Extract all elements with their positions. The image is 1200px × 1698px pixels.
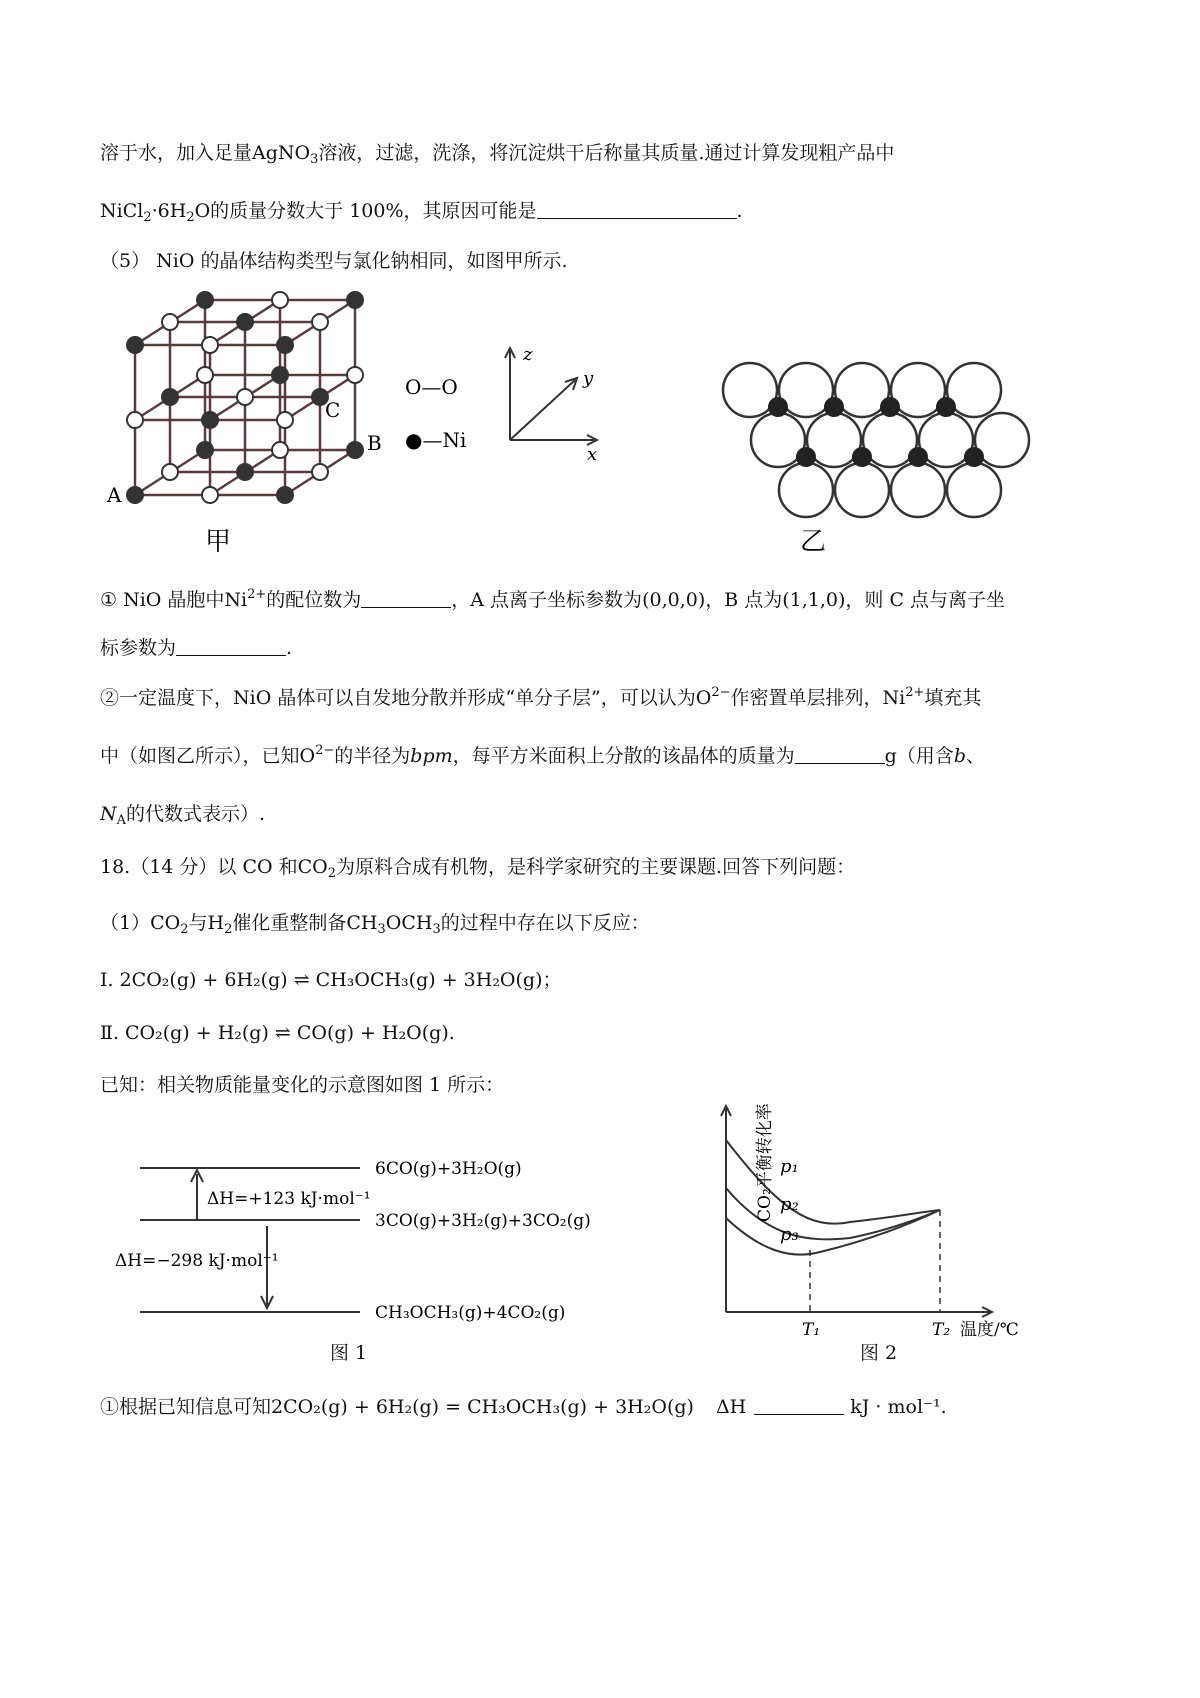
formula-ni: Ni — [224, 589, 248, 611]
text-line-2 — [100, 196, 743, 225]
question-2-line-1 — [100, 683, 981, 710]
axis-x-label: x — [587, 444, 598, 465]
question-1-line-2 — [100, 633, 292, 660]
axis-y-label: y — [583, 368, 594, 389]
text: ，A 点离子坐标参数为 — [451, 589, 643, 611]
text: ②一定温度下，NiO 晶体可以自发地分散并形成“单分子层”，可以认为 — [100, 687, 696, 709]
legend-ni: ●—Ni — [405, 428, 467, 452]
x-axis-label: 温度/℃ — [960, 1320, 1019, 1340]
figure-caption-jia: 甲 — [205, 527, 232, 557]
energy-level-1: 6CO(g)+3H₂O(g) — [375, 1159, 522, 1179]
axis-z-label: z — [523, 344, 533, 365]
coord-b: (1,1,0) — [782, 589, 846, 611]
answer-blank[interactable] — [176, 637, 286, 656]
subscript: 2 — [180, 922, 189, 937]
text: 的半径为 — [334, 745, 411, 767]
superscript: 2− — [315, 743, 335, 758]
figure-1-caption: 图 1 — [330, 1342, 368, 1364]
delta-h-2: ΔH=−298 kJ·mol⁻¹ — [115, 1251, 279, 1271]
text: ，每平方米面积上分散的该晶体的质量为 — [452, 745, 795, 767]
text: 填充其 — [924, 687, 982, 709]
legend-o: O—O — [405, 375, 458, 399]
superscript: 2− — [711, 685, 731, 700]
text: . — [286, 637, 293, 659]
text: 溶于水，加入足量 — [100, 142, 253, 164]
label-p1: p₁ — [780, 1156, 799, 1177]
label-A: A — [107, 483, 122, 507]
delta-h: ΔH — [715, 1396, 747, 1418]
text-line-1 — [100, 138, 894, 167]
answer-blank[interactable] — [537, 200, 737, 219]
text: 作密置单层排列， — [730, 687, 883, 709]
question-18-1 — [100, 908, 650, 937]
energy-level-3: CH₃OCH₃(g)+4CO₂(g) — [375, 1303, 566, 1323]
final-question — [100, 1392, 947, 1419]
label-C: C — [325, 398, 341, 422]
figure-caption-yi: 乙 — [800, 527, 827, 557]
question-2-line-3 — [100, 799, 265, 828]
text: 为原料合成有机物，是科学家研究的主要课题.回答下列问题： — [336, 856, 856, 878]
subscript: 3 — [432, 922, 441, 937]
figure-co2-conversion — [690, 1100, 1050, 1340]
variable-b: b — [953, 745, 966, 767]
subscript: A — [116, 813, 127, 828]
text: ① NiO 晶胞中 — [100, 589, 225, 611]
formula-o: O — [695, 687, 712, 709]
subscript: 2 — [143, 210, 152, 225]
formula-part: OCH — [385, 912, 433, 934]
figure-nio-crystal — [95, 290, 685, 560]
text: 的配位数为 — [266, 589, 362, 611]
y-axis-label: CO₂平衡转化率 — [755, 1103, 775, 1222]
delta-h-1: ΔH=+123 kJ·mol⁻¹ — [207, 1189, 371, 1209]
tick-t2: T₂ — [932, 1320, 951, 1340]
answer-blank[interactable] — [754, 1396, 844, 1415]
text: g（用含 — [884, 745, 954, 767]
formula-ch3och3: CH — [346, 912, 378, 934]
superscript: 2+ — [247, 587, 267, 602]
equation: 2CO₂(g) + 6H₂(g) = CH₃OCH₃(g) + 3H₂O(g) — [271, 1396, 694, 1418]
text: 催化重整制备 — [232, 912, 347, 934]
subscript: 2 — [224, 922, 233, 937]
answer-blank[interactable] — [795, 745, 885, 764]
text: . — [736, 200, 743, 222]
axes-icon — [505, 348, 597, 445]
formula-h2: H — [207, 912, 225, 934]
text: 溶液，过滤，洗涤，将沉淀烘干后称量其质量.通过计算发现粗产品中 — [318, 142, 895, 164]
equation-1: Ⅰ. 2CO₂(g) + 6H₂(g) ⇌ CH₃OCH₃(g) + 3H₂O(g)； — [100, 969, 562, 991]
text: 标参数为 — [100, 637, 177, 659]
text: ，则 C 点与离子坐 — [845, 589, 1006, 611]
formula-co2: CO — [297, 856, 328, 878]
subscript: 2 — [327, 866, 337, 881]
tick-t1: T₁ — [802, 1320, 821, 1340]
figure-monolayer — [720, 360, 1040, 560]
subscript: 3 — [377, 922, 386, 937]
text-line-3: （5） NiO 的晶体结构类型与氯化钠相同，如图甲所示. — [100, 250, 568, 272]
known-text: 已知：相关物质能量变化的示意图如图 1 所示： — [100, 1074, 505, 1096]
text: 中（如图乙所示），已知 — [100, 745, 300, 767]
superscript: 2+ — [905, 685, 925, 700]
label-p3: p₃ — [780, 1224, 799, 1245]
text: ，B 点为 — [705, 589, 783, 611]
answer-blank[interactable] — [361, 589, 451, 608]
equation-2: Ⅱ. CO₂(g) + H₂(g) ⇌ CO(g) + H₂O(g). — [100, 1022, 455, 1044]
formula-na: N — [100, 803, 117, 825]
figure-energy-diagram — [115, 1140, 635, 1330]
text: 的代数式表示）. — [126, 803, 266, 825]
energy-level-2: 3CO(g)+3H₂(g)+3CO₂(g) — [375, 1211, 591, 1231]
text: 的质量分数大于 100%，其原因可能是 — [210, 200, 537, 222]
radius-value: bpm — [410, 745, 453, 767]
formula-part: ·6H — [151, 200, 187, 222]
question-2-line-2 — [100, 741, 985, 768]
unit: kJ · mol⁻¹. — [850, 1396, 947, 1418]
text: 18.（14 分）以 CO 和 — [100, 856, 298, 878]
coord-a: (0,0,0) — [642, 589, 706, 611]
figure-2-caption: 图 2 — [860, 1342, 898, 1364]
label-B: B — [367, 431, 382, 455]
formula-nicl2: NiCl — [100, 200, 144, 222]
formula-co2: CO — [150, 912, 181, 934]
text: （1） — [100, 912, 151, 934]
formula-ni: Ni — [882, 687, 906, 709]
text: 的过程中存在以下反应： — [440, 912, 650, 934]
question-1-line-1 — [100, 585, 1005, 612]
subscript: 2 — [186, 210, 195, 225]
formula-o: O — [299, 745, 316, 767]
formula-agno3: AgNO — [252, 142, 311, 164]
label-p2: p₂ — [780, 1194, 799, 1215]
subscript: 3 — [310, 152, 319, 167]
text: ①根据已知信息可知 — [100, 1396, 272, 1418]
question-18-title — [100, 852, 855, 881]
text: 与 — [188, 912, 208, 934]
formula-part: O — [194, 200, 211, 222]
text: 、 — [965, 745, 985, 767]
